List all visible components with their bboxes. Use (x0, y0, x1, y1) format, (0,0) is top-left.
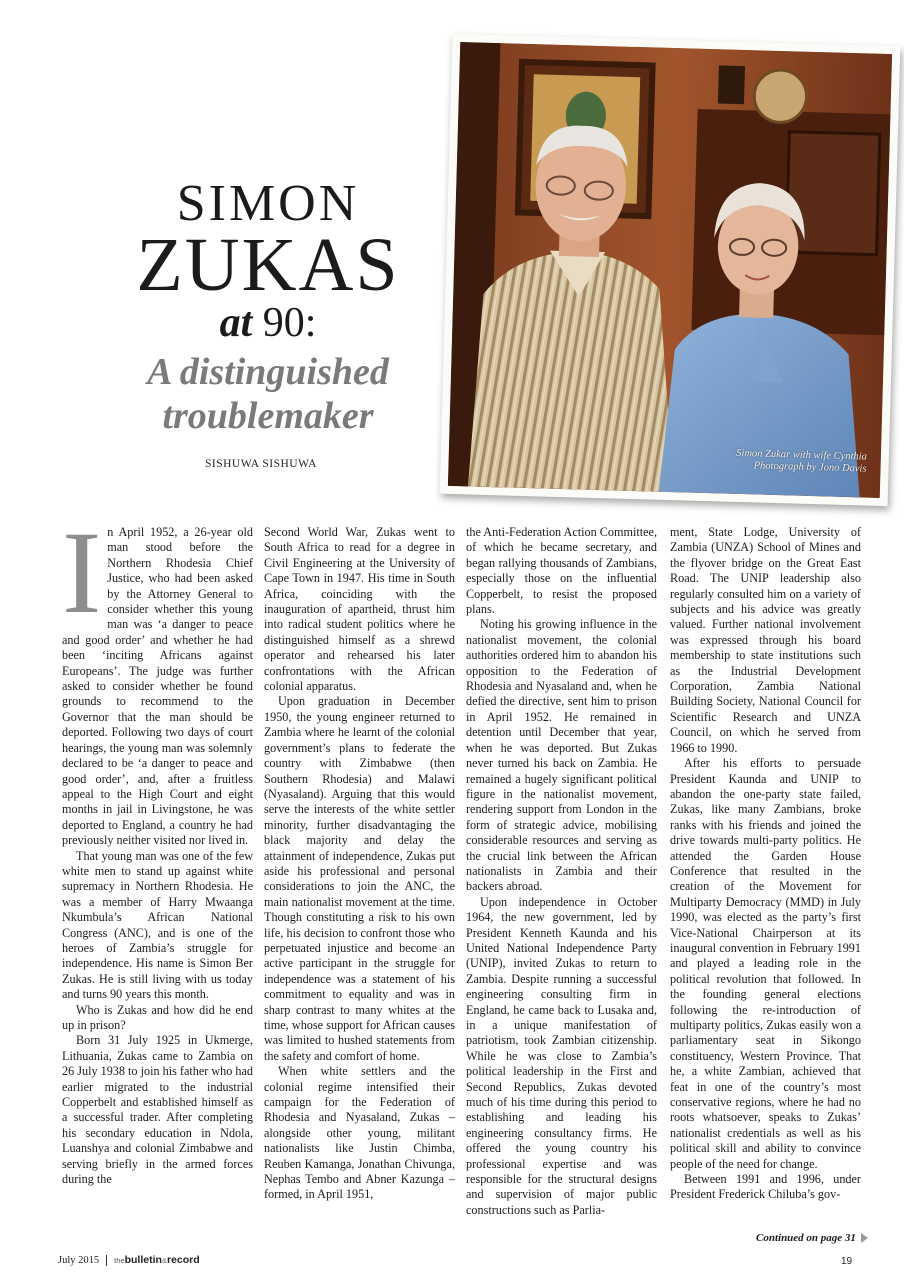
footer-publication (58, 1254, 200, 1266)
article-column-4 (670, 525, 861, 1203)
paragraph: Second World War, Zukas went to South Africa to read for a degree in Civil Engineering at the University of Cape Town in 1947. His time in South Africa, coinciding with the inauguration of apartheid, thrust him into radical student politics where he distinguished himself as a shrewd operator and rehearsed his later confrontations with the African colonial apparatus. (264, 525, 455, 694)
continued-link[interactable] (756, 1232, 868, 1244)
photo-illustration (448, 42, 892, 498)
paragraph: n April 1952, a 26-year old man stood before the Northern Rhodesia Chief Justice, who had been asked by the Attorney General to consider whether this young man was ‘a danger to peace and good order’ and whether he had been ‘inciting Africans against Europeans’. The judge was further asked to consider whether he found grounds to recommend to the Governor that the man should be deported. Following two days of court hearings, the young man was solemnly declared to be ‘a danger to peace and good order’, and, after a fruitless appeal to the High Court and eight months in jail in Livingstone, he was deported to England, a country he had previously neither visited nor lived in. (62, 525, 253, 848)
paragraph: Born 31 July 1925 in Ukmerge, Lithuania, Zukas came to Zambia on 26 July 1938 to join his father who had earlier migrated to the industrial Copperbelt and established himself as a successful trader. After completing his secondary education in Ndola, Luanshya and colonial Zimbabwe and serving briefly in the armed forces during the (62, 1033, 253, 1187)
brand-the: the (114, 1256, 125, 1265)
article-title-block (118, 175, 418, 438)
issue-date: July 2015 (58, 1254, 100, 1266)
title-at: at (219, 300, 253, 346)
paragraph: Noting his growing influence in the nationalist movement, the colonial authorities ordered him to abandon his opposition to the Federation of Rhodesia and Nyasaland and, when he defied the directive, sent him to prison in April 1952. He remained in detention until December that year, when he was deported. But Zukas never turned his back on Zambia. He remained a hugely significant political figure in the nationalist movement, rendering support from London in the form of strategic advice, mobilising considerable resources and serving as the crucial link between the African nationalists in Zambia and their backers abroad. (466, 617, 657, 894)
subtitle-line-1: A distinguished (147, 351, 389, 393)
article-column-2 (264, 525, 455, 1203)
article-column-1 (62, 507, 253, 1187)
drop-cap: I (62, 507, 102, 638)
paragraph: After his efforts to persuade President Kaunda and UNIP to abandon the one-party state failed, Zukas, like many Zambians, broke ranks with his friends and joined the drive towards multi-party politics. He attended the Garden House Conference that resulted in the creation of the Movement for Multiparty Democracy (MMD) in July 1990, was elected as the party’s first Vice-National Chairperson at its inaugural convention in February 1991 and played a leading role in the political revolution that followed. In the founding general elections following the re-introduction of multiparty politics, Zukas easily won a parliamentary seat in Sikongo constituency, Western Province. That he, a white Zambian, achieved that feat in one of the country’s most conservative regions, where he had no roots whatsoever, speaks to Zukas’ nationalist credentials as well as his political skill and ability to convince people of the need for change. (670, 756, 861, 1171)
photo-caption-line-1: Simon Zukar with wife Cynthia (736, 447, 868, 463)
paragraph: Upon independence in October 1964, the new government, led by President Kenneth Kaunda and his United National Independence Party (UNIP), invited Zukas to return to Zambia. Despite running a successful engineering consulting firm in England, he came back to Lusaka and, in a unique manifestation of patriotism, took Zambian citizenship. While he was close to Zambia’s political leadership in the First and Second Republics, Zukas devoted much of his time during this period to establishing and leading his engineering consultancy firms. He offered the young country his professional expertise and was responsible for the structural designs and supervision of major public constructions such as Parlia- (466, 894, 657, 1217)
title-line-zukas: ZUKAS (136, 223, 400, 307)
paragraph: the Anti-Federation Action Committee, of which he became secretary, and began rallying thousands of Zambians, especially those on the influential Copperbelt, to resist the proposed plans. (466, 525, 657, 617)
article-subtitle (118, 350, 418, 438)
footer-divider (106, 1255, 107, 1266)
paragraph: That young man was one of the few white men to stand up against white supremacy in Northern Rhodesia. He was a member of Harry Mwaanga Nkumbula’s African National Congress (ANC), and is one of the heroes of Zambia’s struggle for independence. His name is Simon Ber Zukas. He is still living with us today and turns 90 years this month. (62, 848, 253, 1002)
brand-bulletin: bulletin (124, 1254, 162, 1266)
paragraph: Upon graduation in December 1950, the young engineer returned to Zambia where he learnt of the colonial government’s plans to federate the country with Zimbabwe (then Southern Rhodesia) and Malawi (Nyasaland). Arguing that this would serve the interests of the white settler minority, further disadvantaging the black majority and delay the attainment of independence, Zukas put aside his professional and personal considerations to join the ANC, the main nationalist movement at the time. Though constituting a risk to his own life, his decision to confront those who perpetuated injustice and become an active participant in the struggle for independence was a statement of his commitment to equality and was in sharp contrast to many whites at the time, whose support for African causes was limited to hushed statements from the safety and comfort of home. (264, 694, 455, 1063)
title-ninety: 90: (262, 300, 317, 346)
photo-credit: Photograph by Jono Davis (753, 460, 867, 475)
article-column-3 (466, 525, 657, 1218)
subtitle-line-2: troublemaker (162, 395, 374, 437)
brand-record: record (166, 1254, 200, 1266)
photo-frame (440, 34, 901, 506)
publication-logo (114, 1254, 199, 1266)
paragraph: Who is Zukas and how did he end up in prison? (62, 1002, 253, 1032)
page-number: 19 (841, 1256, 853, 1267)
couple-photograph (448, 42, 892, 498)
title-line-simon: SIMON (176, 175, 360, 232)
paragraph: Between 1991 and 1996, under President Frederick Chiluba’s gov- (670, 1172, 861, 1202)
arrow-right-icon (861, 1233, 868, 1243)
photo-caption (736, 448, 867, 476)
brand-ampersand: & (161, 1256, 167, 1265)
paragraph: When white settlers and the colonial regime intensified their campaign for the Federation of Rhodesia and Nyasaland, Zukas – alongside other young, militant nationalists like Justin Chimba, Reuben Kamanga, Jonathan Chivunga, Nephas Tembo and Abner Kazunga – formed, in April 1951, (264, 1064, 455, 1202)
continued-label: Continued on page 31 (756, 1232, 856, 1244)
author-byline: SISHUWA SISHUWA (205, 458, 317, 470)
paragraph: ment, State Lodge, University of Zambia (UNZA) School of Mines and the flyover bridge on the Great East Road. The UNIP leadership also regularly consulted him on a variety of subjects and his advice was greatly valued. Further national involvement was expressed through his board membership to state institutions such as the Industrial Development Corporation, Zambia National Building Society, National Council for Scientific Research and UNZA Council, on which he served from 1966 to 1990. (670, 525, 861, 755)
